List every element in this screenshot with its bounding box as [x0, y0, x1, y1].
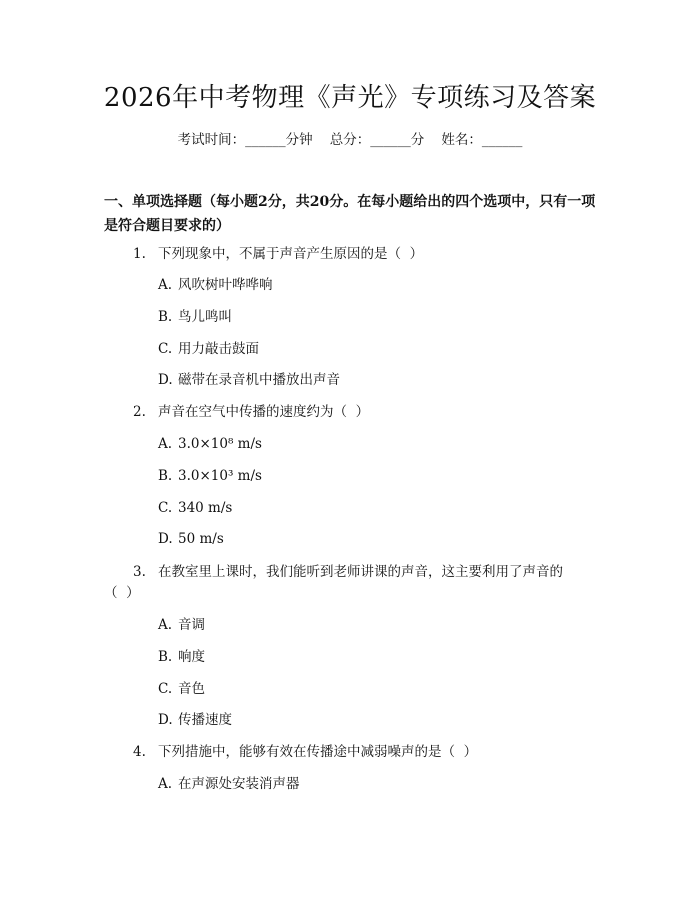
question-text: 下列现象中，不属于声音产生原因的是（ ） [158, 246, 424, 262]
option-letter: B. [158, 309, 173, 325]
option-letter: B. [158, 468, 173, 484]
option-letter: A. [158, 617, 173, 633]
question-text: 声音在空气中传播的速度约为（ ） [158, 404, 370, 420]
question-text: 下列措施中，能够有效在传播途中减弱噪声的是（ ） [158, 744, 478, 760]
question-number: 4. [133, 744, 146, 760]
question-number: 3. [133, 564, 146, 580]
question-number: 1. [133, 246, 146, 262]
option-letter: C. [158, 500, 173, 516]
question-number: 2. [133, 404, 146, 420]
option-text: 50 m/s [178, 531, 224, 547]
option-letter: D. [158, 372, 173, 388]
question-text-continuation: （ ） [104, 585, 140, 601]
option-letter: C. [158, 681, 173, 697]
option-text: 风吹树叶哗哗响 [178, 277, 273, 293]
option-text: 传播速度 [178, 712, 232, 728]
section-heading: 一、单项选择题（每小题2分，共20分。在每小题给出的四个选项中，只有一项是符合题目要求的） [104, 194, 596, 234]
option-text: 音色 [178, 681, 205, 697]
option-letter: B. [158, 649, 173, 665]
option-text: 用力敲击鼓面 [178, 341, 259, 357]
option-text: 音调 [178, 617, 205, 633]
exam-info-line: 考试时间：______分钟 总分：______分 姓名：______ [177, 132, 523, 148]
option-letter: A. [158, 277, 173, 293]
document-title: 2026年中考物理《声光》专项练习及答案 [103, 83, 597, 113]
option-text: 鸟儿鸣叫 [178, 309, 232, 325]
option-letter: A. [158, 776, 173, 792]
option-letter: D. [158, 531, 173, 547]
option-letter: D. [158, 712, 173, 728]
question-text: 在教室里上课时，我们能听到老师讲课的声音，这主要利用了声音的 [158, 564, 563, 580]
option-text: 在声源处安装消声器 [178, 776, 300, 792]
option-text: 响度 [178, 649, 205, 665]
option-text: 3.0×10⁸ m/s [178, 436, 262, 452]
option-letter: A. [158, 436, 173, 452]
option-text: 3.0×10³ m/s [178, 468, 262, 484]
option-letter: C. [158, 341, 173, 357]
option-text: 340 m/s [178, 500, 233, 516]
option-text: 磁带在录音机中播放出声音 [178, 372, 340, 388]
